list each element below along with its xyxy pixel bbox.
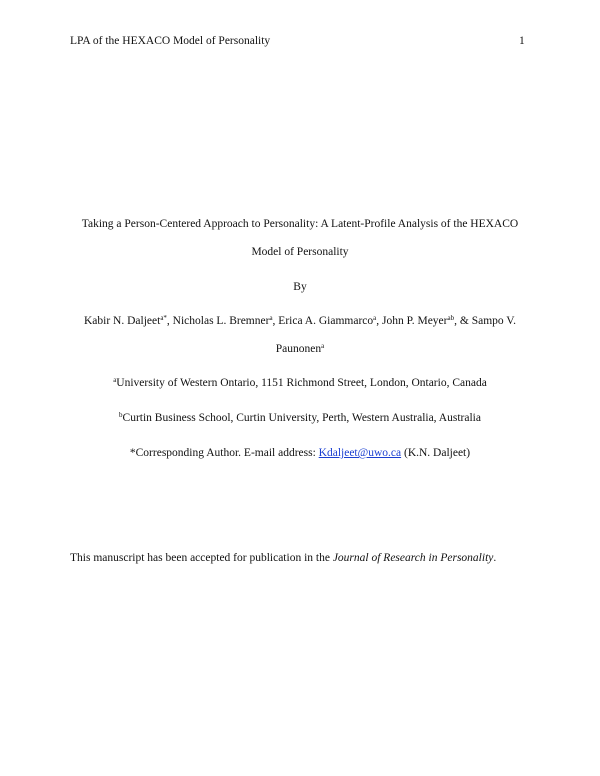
affiliation-marker: b [119, 411, 123, 419]
title-line-1: Taking a Person-Centered Approach to Personality: A Latent-Profile Analysis of the HEXACO [81, 218, 519, 230]
author-name: Paunonen [275, 343, 322, 355]
title-line-2: Model of Personality [251, 246, 349, 258]
author-affiliation-marker: a [321, 342, 325, 350]
publication-note-prefix: This manuscript has been accepted for publication in the [70, 552, 333, 564]
affiliation-text: University of Western Ontario, 1151 Richmond Street, London, Ontario, Canada [116, 377, 487, 389]
author-name: John P. Meyer [382, 315, 448, 327]
author-separator: , [166, 315, 173, 327]
author-name: Kabir N. Daljeet [83, 315, 161, 327]
affiliation-text: Curtin Business School, Curtin University, Perth, Western Australia, Australia [122, 412, 481, 424]
author-affiliation-marker: a [269, 314, 273, 322]
email-link[interactable]: Kdaljeet@uwo.ca [318, 447, 402, 459]
running-head: LPA of the HEXACO Model of Personality [70, 35, 271, 47]
author-separator: , [272, 315, 279, 327]
author-separator: , & [454, 315, 472, 327]
affiliation-marker: a [113, 376, 117, 384]
author-name: Sampo V. [471, 315, 516, 327]
affiliation-b [0, 412, 600, 424]
corresponding-prefix: *Corresponding Author. E-mail address: [129, 447, 319, 459]
journal-name: Journal of Research in Personality [332, 552, 494, 564]
author-affiliation-marker: ab [447, 314, 455, 322]
author-list-line-2 [0, 343, 600, 355]
author-affiliation-marker: a* [160, 314, 167, 322]
page-number: 1 [519, 35, 525, 47]
byline: By [293, 281, 307, 293]
affiliation-a [0, 377, 600, 389]
author-affiliation-marker: a [373, 314, 377, 322]
publication-note [70, 552, 496, 564]
author-name: Erica A. Giammarco [278, 315, 374, 327]
author-separator: , [376, 315, 382, 327]
author-name: Nicholas L. Bremner [172, 315, 270, 327]
corresponding-suffix: (K.N. Daljeet) [401, 447, 471, 459]
publication-note-suffix: . [493, 552, 497, 564]
author-list-line-1 [0, 315, 600, 327]
corresponding-author [0, 447, 600, 459]
